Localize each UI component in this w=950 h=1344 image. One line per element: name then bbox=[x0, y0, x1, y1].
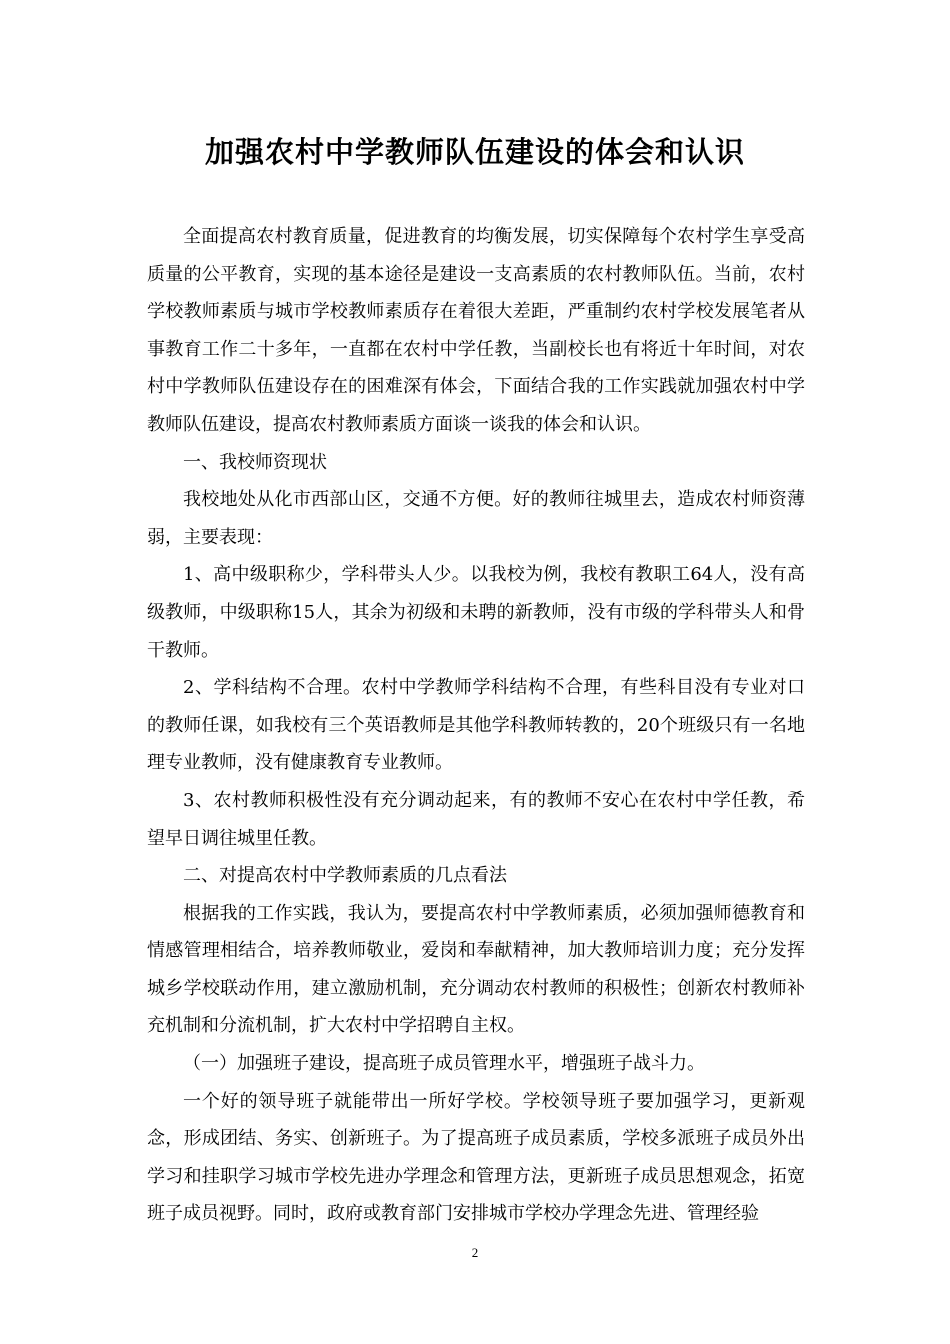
document-body bbox=[147, 218, 805, 1233]
subsection-heading: （一）加强班子建设，提高班子成员管理水平，增强班子战斗力。 bbox=[183, 1053, 705, 1075]
section-heading-2: 二、对提高农村中学教师素质的几点看法 bbox=[183, 865, 507, 887]
page-number: 2 bbox=[471, 1245, 479, 1260]
paragraph: 我校地处从化市西部山区，交通不方便。好的教师往城里去，造成农村师资薄弱，主要表现： bbox=[147, 489, 805, 548]
section-heading-1: 一、我校师资现状 bbox=[183, 451, 327, 473]
list-item: 1、高中级职称少，学科带头人少。以我校为例，我校有教职工64人，没有高级教师，中级职称15人，其余为初级和未聘的新教师，没有市级的学科带头人和骨干教师。 bbox=[147, 564, 805, 661]
list-item: 3、农村教师积极性没有充分调动起来，有的教师不安心在农村中学任教，希望早日调往城里任教。 bbox=[147, 789, 805, 849]
paragraph: 根据我的工作实践，我认为，要提高农村中学教师素质，必须加强师德教育和情感管理相结合，培养教师敬业，爱岗和奉献精神，加大教师培训力度；充分发挥城乡学校联动作用，建立激励机制，充分调动农村教师的积极性；创新农村教师补充机制和分流机制，扩大农村中学招聘自主权。 bbox=[147, 902, 805, 1037]
paragraph: 一个好的领导班子就能带出一所好学校。学校领导班子要加强学习，更新观念，形成团结、务实、创新班子。为了提高班子成员素质，学校多派班子成员外出学习和挂职学习城市学校先进办学理念和管理方法，更新班子成员思想观念，拓宽班子成员视野。同时，政府或教育部门安排城市学校办学理念先进、管理经验 bbox=[147, 1090, 805, 1225]
list-item: 2、学科结构不合理。农村中学教师学科结构不合理，有些科目没有专业对口的教师任课，如我校有三个英语教师是其他学科教师转教的，20个班级只有一名地理专业教师，没有健康教育专业教师。 bbox=[147, 677, 805, 774]
paragraph-intro: 全面提高农村教育质量，促进教育的均衡发展，切实保障每个农村学生享受高质量的公平教育，实现的基本途径是建设一支高素质的农村教师队伍。当前，农村学校教师素质与城市学校教师素质存在着很大差距，严重制约农村学校发展笔者从事教育工作二十多年，一直都在农村中学任教，当副校长也有将近十年时间，对农村中学教师队伍建设存在的困难深有体会，下面结合我的工作实践就加强农村中学教师队伍建设，提高农村教师素质方面谈一谈我的体会和认识。 bbox=[147, 226, 805, 435]
document-title: 加强农村中学教师队伍建设的体会和认识 bbox=[204, 135, 745, 169]
